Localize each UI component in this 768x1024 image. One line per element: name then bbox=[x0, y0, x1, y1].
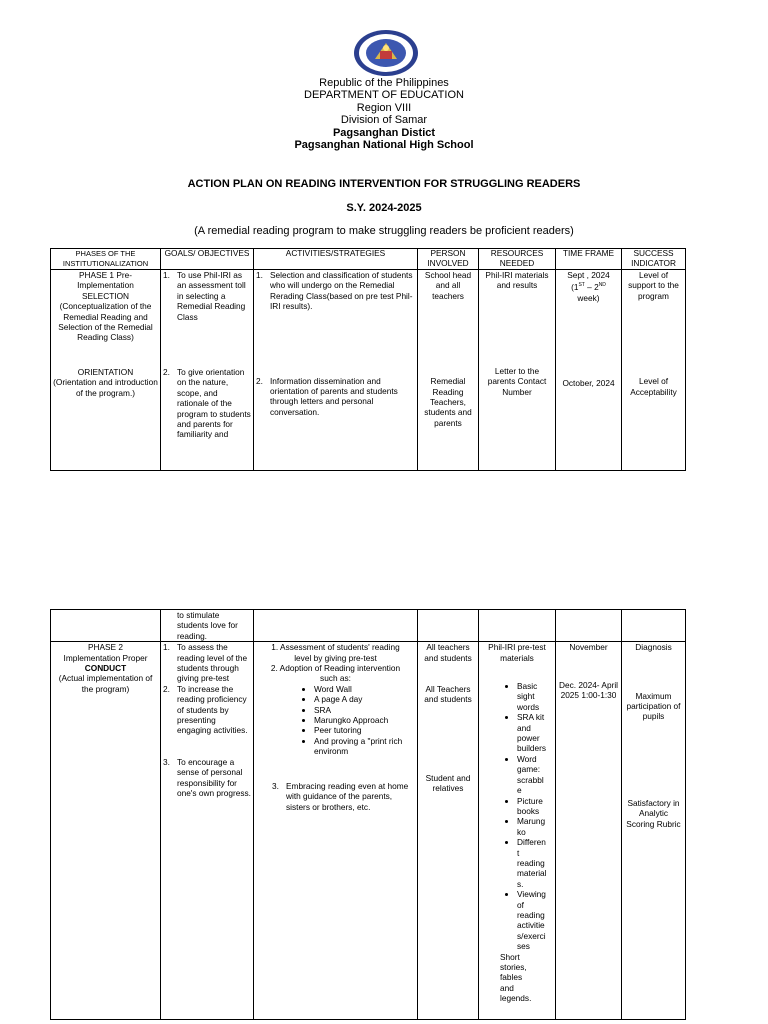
success-b: Level of Acceptability bbox=[630, 376, 677, 397]
phase2-conduct: CONDUCT bbox=[84, 663, 127, 674]
goal2-text: To increase the reading proficiency of students by presenting engaging activities. bbox=[177, 683, 248, 736]
document-subtitle: (A remedial reading program to make struggling readers be proficient readers) bbox=[194, 225, 574, 237]
action-plan-table-page1 bbox=[50, 248, 686, 471]
phase1-orientation: (Orientation and introduction of the program.) bbox=[53, 377, 158, 398]
resources-a: Phil-IRI materials and results bbox=[485, 270, 549, 291]
resource-item: • SRA kit and power builders bbox=[517, 712, 547, 754]
header-department: DEPARTMENT OF EDUCATION bbox=[304, 89, 464, 102]
phase2-time-cell bbox=[556, 642, 622, 1020]
resources-b: Letter to the parents Contact Number bbox=[487, 365, 547, 397]
header-republic: Republic of the Philippines bbox=[319, 77, 449, 89]
goal-b-number: 2. bbox=[163, 367, 170, 378]
time-a: Sept , 2024 (1ST – 2ND week) bbox=[567, 270, 610, 303]
intervention-item: • Peer tutoring bbox=[314, 725, 415, 735]
person1: All teachers and students bbox=[424, 642, 472, 663]
phase2-description: (Actual implementation of the program) bbox=[58, 673, 153, 694]
resources-bottom: Short stories, fables and legends. bbox=[500, 951, 532, 1004]
resources-list bbox=[481, 681, 553, 952]
header-goals: GOALS/ OBJECTIVES bbox=[161, 249, 254, 270]
time-b: October, 2024 bbox=[562, 377, 615, 388]
resource-item: • Marung ko bbox=[517, 816, 547, 837]
goal3-number: 3. bbox=[163, 756, 170, 767]
resource-item: • Basic sight words bbox=[517, 681, 547, 712]
success2: Maximum participation of pupils bbox=[626, 690, 681, 722]
goal1-number: 1. bbox=[163, 642, 170, 653]
phase2-resources-cell bbox=[479, 642, 556, 1020]
person2: All Teachers and students bbox=[424, 684, 472, 705]
school-year: S.Y. 2024-2025 bbox=[346, 202, 422, 214]
success3: Satisfactory in Analytic Scoring Rubric bbox=[626, 797, 681, 829]
success-a: Level of support to the program bbox=[628, 270, 679, 301]
resource-item: • Picture books bbox=[517, 796, 547, 817]
intervention-list bbox=[256, 684, 415, 757]
time1: November bbox=[569, 642, 608, 653]
phase1-resources-cell bbox=[479, 270, 556, 471]
phase1-person-cell bbox=[418, 270, 479, 471]
phase2-success-cell bbox=[622, 642, 686, 1020]
header-division: Division of Samar bbox=[340, 114, 428, 127]
header-phases: PHASES OF THE INSTITUTIONALIZATION bbox=[51, 249, 161, 270]
goal-b-text: To give orientation on the nature, scope, and rationale of the program to students and parents for familiarity and bbox=[177, 367, 251, 440]
header-school: Pagsanghan National High School bbox=[294, 139, 474, 152]
continued-goal: to stimulate students love for reading. bbox=[177, 610, 238, 641]
resource-item: • Differen t reading material s. bbox=[517, 837, 547, 889]
deped-seal-logo bbox=[353, 29, 419, 77]
header-person: PERSON INVOLVED bbox=[418, 249, 479, 270]
time2: Dec. 2024- April 2025 1:00-1:30 bbox=[558, 679, 619, 701]
phase2-title: PHASE 2 bbox=[87, 642, 124, 653]
activity1: 1. Assessment of students' reading level by giving pre-test bbox=[271, 642, 400, 663]
continued-goal-cell bbox=[161, 610, 254, 642]
phase1-cell bbox=[51, 270, 161, 471]
header-region: Region VIII bbox=[356, 101, 412, 114]
phase1-time-cell bbox=[556, 270, 622, 471]
goal-a-number: 1. bbox=[163, 270, 170, 280]
goal1-text: To assess the reading level of the students through giving pre-test bbox=[177, 642, 248, 684]
document-title: ACTION PLAN ON READING INTERVENTION FOR STRUGGLING READERS bbox=[187, 178, 581, 190]
header-time: TIME FRAME bbox=[556, 249, 622, 270]
person-b: Remedial Reading Teachers, students and parents bbox=[424, 376, 472, 428]
resources-top: Phil-IRI pre-test materials bbox=[488, 642, 546, 663]
activity3-number: 3. bbox=[272, 780, 279, 791]
goal3-text: To encourage a sense of personal responsibility for one's own progress. bbox=[177, 756, 251, 799]
goal2-number: 2. bbox=[163, 683, 170, 694]
phase2-person-cell bbox=[418, 642, 479, 1020]
phase2-subtitle: Implementation Proper bbox=[63, 652, 148, 663]
phase1-goals-cell bbox=[161, 270, 254, 471]
activity-a-text: Selection and classification of students who will undergo on the Remedial Rerading Class(based on pre test Phil-IRI results). bbox=[270, 270, 413, 312]
activity2: 2. Adoption of Reading intervention such as: bbox=[270, 663, 401, 684]
activity-b-text: Information dissemination and orientation of parents and students through letters and personal conversation. bbox=[270, 375, 398, 417]
goal-a-text: To use Phil-IRI as an assessment toll in selecting a Remedial Reading Class bbox=[177, 270, 246, 322]
resource-item: • Word game: scrabbl e bbox=[517, 754, 547, 796]
header-success: SUCCESS INDICATOR bbox=[622, 249, 686, 270]
phase2-activities-cell bbox=[254, 642, 418, 1020]
header-activities: ACTIVITIES/STRATEGIES bbox=[254, 249, 418, 270]
phase1-activities-cell bbox=[254, 270, 418, 471]
activity-a-number: 1. bbox=[256, 270, 263, 280]
resource-item: • Viewing of reading activitie s/exerci ses bbox=[517, 889, 547, 951]
intervention-item: • And proving a "print rich environm bbox=[314, 736, 415, 757]
phase1-selection: PHASE 1 Pre-Implementation SELECTION (Conceptualization of the Remedial Reading and Selection of the Remedial Reading Class) bbox=[58, 270, 153, 343]
phase2-goals-cell bbox=[161, 642, 254, 1020]
intervention-item: • Marungko Approach bbox=[314, 715, 415, 725]
activity-b-number: 2. bbox=[256, 375, 263, 386]
person-a: School head and all teachers bbox=[424, 270, 472, 301]
intervention-item: • A page A day bbox=[314, 694, 415, 704]
person3: Student and relatives bbox=[425, 772, 471, 794]
phase1-success-cell bbox=[622, 270, 686, 471]
phase2-cell bbox=[51, 642, 161, 1020]
header-district: Pagsanghan Distict bbox=[332, 126, 436, 139]
action-plan-table-page2 bbox=[50, 609, 686, 1020]
activity3-text: Embracing reading even at home with guidance of the parents, sisters or brothers, etc. bbox=[286, 780, 409, 812]
intervention-item: • Word Wall bbox=[314, 684, 415, 694]
phase1-orientation-title: ORIENTATION bbox=[77, 366, 134, 377]
intervention-item: • SRA bbox=[314, 705, 415, 715]
header-resources: RESOURCES NEEDED bbox=[479, 249, 556, 270]
success1: Diagnosis bbox=[635, 642, 672, 653]
